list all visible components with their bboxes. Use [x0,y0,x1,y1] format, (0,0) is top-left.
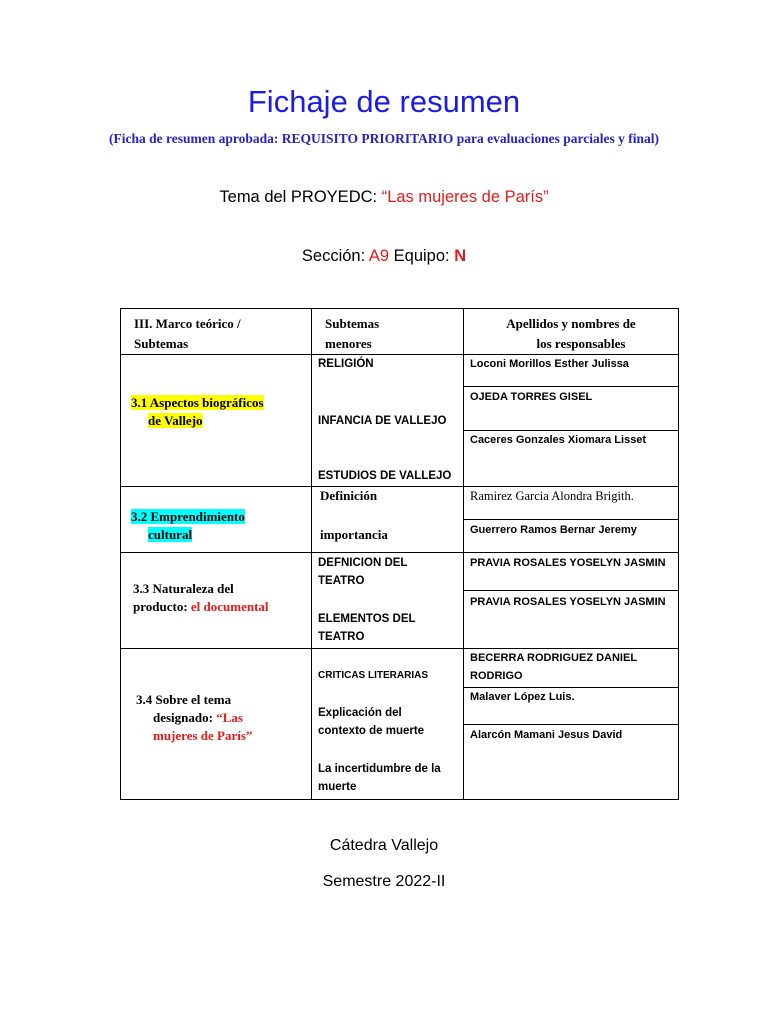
topic-line-prefix: designado: [153,710,217,725]
equipo-value: N [454,247,467,265]
tema-value: “Las mujeres de París” [381,188,549,206]
subtopic-estudios: ESTUDIOS DE VALLEJO [318,470,452,482]
subtopic-line: La incertidumbre de la [318,763,441,775]
topic-naturaleza-producto [133,580,269,616]
topic-line: cultural [148,527,193,542]
topic-line-highlight: “Las [216,710,243,725]
document-title: Fichaje de resumen [247,84,521,119]
subtopic-line: ELEMENTOS DEL [318,613,416,625]
table-border-bottom [120,799,679,800]
document-subtitle: (Ficha de resumen aprobada: REQUISITO PRIORITARIO para evaluaciones parciales y final) [108,131,660,146]
subtopic-line: DEFNICION DEL [318,557,408,569]
table-divider-col3 [463,308,464,800]
header-marco-teorico [134,314,241,354]
table-divider-col2 [311,308,312,800]
responsible-name: Ramirez Garcia Alondra Brigith. [470,489,634,503]
subtopic-line: muerte [318,781,357,793]
subtopic-definicion: Definición [320,488,378,503]
header-subtemas-menores [325,314,379,354]
responsible-name: Malaver López Luis. [470,691,575,703]
header-col2-line2: menores [325,336,372,351]
subtopic-line: Explicación del [318,707,402,719]
responsible-name: Guerrero Ramos Bernar Jeremy [470,524,637,536]
topic-line-highlight: mujeres de París” [153,728,253,743]
subtopic-elementos-teatro [318,610,416,646]
subtopic-line: TEATRO [318,575,365,587]
subtopic-criticas-literarias: CRITICAS LITERARIAS [318,670,428,681]
responsible-name: PRAVIA ROSALES YOSELYN JASMIN [470,557,666,569]
responsible-name: Alarcón Mamani Jesus David [470,729,623,741]
header-col2-line1: Subtemas [325,316,380,331]
subtopic-religion: RELIGIÓN [318,358,374,370]
topic-line: 3.2 Emprendimiento [131,509,245,524]
responsible-name: PRAVIA ROSALES YOSELYN JASMIN [470,596,666,608]
subtopic-infancia: INFANCIA DE VALLEJO [318,415,447,427]
header-col1-line1: III. Marco teórico / [134,316,241,331]
responsible-name: Caceres Gonzales Xiomara Lisset [470,434,647,446]
topic-emprendimiento-cultural [131,508,245,544]
topic-line: 3.4 Sobre el tema [136,692,232,707]
topic-line-highlight: el documental [190,599,269,614]
subtopic-definicion-teatro [318,554,407,590]
table-border-top [120,308,679,309]
header-col3-line2: los responsables [536,336,626,351]
responsible-name: OJEDA TORRES GISEL [470,391,593,403]
table-row-rule [120,552,679,553]
subtopic-incertidumbre [318,760,441,796]
equipo-label: Equipo: [389,247,455,265]
seccion-line [0,247,768,266]
topic-line-prefix: producto: [133,599,191,614]
table-subrow-rule [463,590,679,591]
topic-line: 3.3 Naturaleza del [133,581,234,596]
seccion-value: A9 [368,247,390,265]
header-responsables [463,314,679,354]
semestre-label: Semestre 2022-II [322,873,446,890]
responsible-name [470,649,637,685]
seccion-label: Sección: [301,247,369,265]
catedra-label: Cátedra Vallejo [329,837,439,854]
table-subrow-rule [463,724,679,725]
responsible-name-line: RODRIGO [470,670,523,682]
subtopic-explicacion-contexto [318,704,424,740]
header-col3-line1: Apellidos y nombres de [506,316,636,331]
table-border-left [120,308,121,800]
table-subrow-rule [463,386,679,387]
subtopic-line: contexto de muerte [318,725,425,737]
header-col1-line2: Subtemas [134,336,189,351]
responsible-name-line: BECERRA RODRIGUEZ DANIEL [470,652,638,664]
table-subrow-rule [463,519,679,520]
tema-line [0,188,768,207]
topic-line: de Vallejo [148,413,203,428]
subtopic-importancia: importancia [320,527,388,542]
topic-aspectos-biograficos [131,394,264,430]
topic-line: 3.1 Aspectos biográficos [131,395,264,410]
subtopic-line: TEATRO [318,631,365,643]
topic-sobre-el-tema [136,691,252,745]
tema-label: Tema del PROYEDC: [219,188,382,206]
responsible-name: Loconi Morillos Esther Julissa [470,358,629,370]
table-border-right [678,308,679,800]
